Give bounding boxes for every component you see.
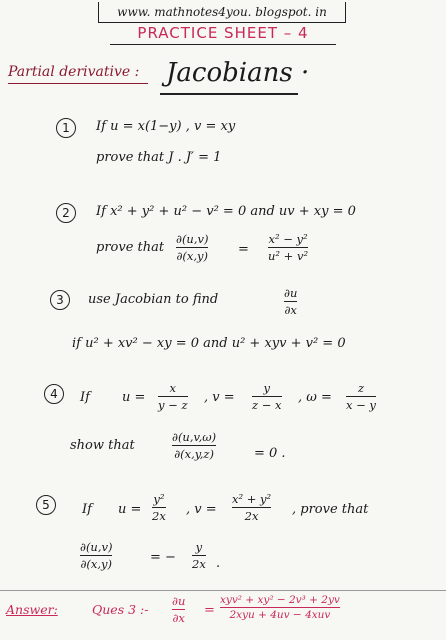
website-url: www. mathnotes4you. blogspot. in (98, 2, 346, 23)
q5-v-fraction (232, 492, 271, 523)
q3-frac-den: ∂x (284, 303, 297, 317)
q4-u-den: y − z (158, 398, 188, 412)
title-underline (110, 44, 336, 45)
q2-rhs-num: x² − y² (268, 232, 308, 246)
q4-jacobian (172, 430, 216, 461)
q2-prove: prove that (96, 240, 165, 255)
q3-fraction (284, 286, 297, 317)
q5-u-eq: u = (118, 502, 142, 517)
q5-rhs-fraction (192, 540, 206, 571)
q5-jacobian (80, 540, 112, 571)
answer-lhs-fraction (172, 594, 185, 625)
q2-lhs-num: ∂(u,v) (176, 232, 209, 246)
answer-rhs-num: xyv² + xy² − 2v³ + 2yv (220, 594, 340, 606)
answer-rhs-fraction (220, 594, 340, 621)
q5-u-num: y² (153, 492, 165, 506)
q4-v-den: z − x (252, 398, 282, 412)
answer-label: Answer: (6, 602, 58, 617)
q1-line1: If u = x(1−y) , v = xy (96, 119, 236, 134)
q4-show: show that (70, 438, 135, 453)
q4-w-eq: , ω = (298, 390, 332, 405)
q2-rhs-den: u² + v² (268, 249, 309, 263)
q2-line1: If x² + y² + u² − v² = 0 and uv + xy = 0 (96, 204, 356, 219)
q2-lhs-den: ∂(x,y) (176, 249, 209, 263)
q5-j-num: ∂(u,v) (80, 540, 113, 554)
q3-line2: if u² + xv² − xy = 0 and u² + xyv + v² = 0 (72, 336, 346, 351)
q4-u-eq: u = (122, 390, 146, 405)
question-number-4: 4 (44, 384, 64, 404)
q4-w-den: x − y (346, 398, 376, 412)
question-number-1: 1 (56, 118, 76, 138)
q5-u-fraction (152, 492, 166, 523)
q5-u-den: 2x (152, 509, 166, 523)
answer-rhs-den: 2xyu + 4uv − 4xuv (229, 609, 331, 621)
answer-lhs-num: ∂u (172, 594, 186, 608)
q4-if: If (80, 390, 90, 405)
answer-ques-label: Ques 3 :- (92, 602, 149, 617)
q5-eq: = − (150, 550, 176, 565)
q3-frac-num: ∂u (284, 286, 298, 300)
q5-if: If (82, 502, 92, 517)
topic-label: Partial derivative : (8, 64, 140, 80)
answer-lhs-den: ∂x (172, 611, 185, 625)
q1-line2: prove that J . J′ = 1 (96, 150, 222, 165)
q5-prove: , prove that (292, 502, 369, 517)
question-number-2: 2 (56, 203, 76, 223)
q4-j-num: ∂(u,v,ω) (172, 430, 217, 444)
q4-v-num: y (263, 381, 270, 395)
q5-dot: . (216, 556, 221, 571)
question-number-3: 3 (50, 290, 70, 310)
q4-j-rhs: = 0 . (254, 446, 286, 461)
q2-lhs-fraction (176, 232, 208, 263)
q4-u-fraction (158, 381, 188, 412)
q5-j-den: ∂(x,y) (80, 557, 113, 571)
answer-divider (0, 590, 446, 591)
q5-rhs-num: y (195, 540, 203, 554)
answer-equals: = (204, 603, 215, 618)
main-title-underline (160, 93, 298, 95)
q5-v-eq: , v = (186, 502, 217, 517)
q4-v-fraction (252, 381, 282, 412)
q4-w-fraction (346, 381, 376, 412)
q3-line1: use Jacobian to find (88, 292, 219, 307)
q2-rhs-fraction (268, 232, 308, 263)
q5-v-den: 2x (244, 509, 259, 523)
q5-v-num: x² + y² (232, 492, 272, 506)
topic-underline (8, 83, 148, 84)
q4-j-den: ∂(x,y,z) (174, 447, 214, 461)
sheet-title: PRACTICE SHEET – 4 (137, 24, 309, 42)
main-title: Jacobians · (166, 58, 310, 88)
q4-w-num: z (357, 381, 364, 395)
question-number-5: 5 (36, 495, 56, 515)
q4-v-eq: , v = (204, 390, 235, 405)
q5-rhs-den: 2x (192, 557, 206, 571)
q2-equals: = (238, 242, 249, 257)
q4-u-num: x (169, 381, 176, 395)
